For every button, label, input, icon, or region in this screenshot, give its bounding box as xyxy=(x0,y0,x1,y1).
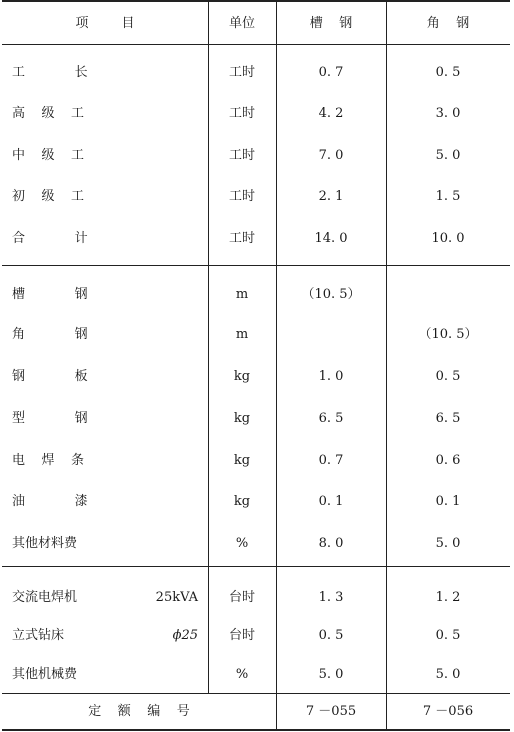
labor-channel-value: 4. 2 xyxy=(318,106,344,121)
header-item: 项 目 xyxy=(75,16,135,31)
quota-number-channel: 7 －055 xyxy=(305,704,357,719)
material-channel-value: （10. 5） xyxy=(301,287,361,302)
material-unit: kg xyxy=(233,369,251,384)
labor-name: 高 级 工 xyxy=(12,106,85,121)
labor-total-angle-value: 10. 0 xyxy=(431,231,465,246)
material-unit: m xyxy=(235,287,249,302)
quota-number-angle: 7 －056 xyxy=(422,704,474,719)
machine-spec: ϕ25 xyxy=(172,628,198,643)
labor-unit: 工时 xyxy=(228,231,256,246)
material-angle-value: 0. 1 xyxy=(435,494,461,509)
header-channel-steel: 槽 钢 xyxy=(309,16,353,31)
machine-angle-value: 0. 5 xyxy=(435,628,461,643)
labor-name: 初 级 工 xyxy=(12,189,85,204)
labor-unit: 工时 xyxy=(228,189,256,204)
labor-angle-value: 1. 5 xyxy=(435,189,461,204)
labor-angle-value: 0. 5 xyxy=(435,65,461,80)
machine-divider xyxy=(2,693,510,694)
material-angle-value: 0. 5 xyxy=(435,369,461,384)
material-name: 油 漆 xyxy=(12,494,88,509)
material-name: 钢 板 xyxy=(12,369,88,384)
material-angle-value: 5. 0 xyxy=(435,536,461,551)
machine-name: 其他机械费 xyxy=(12,667,78,682)
material-name: 槽 钢 xyxy=(12,287,88,302)
quota-number-label: 定 额 编 号 xyxy=(88,704,190,719)
machine-angle-value: 1. 2 xyxy=(435,590,461,605)
material-unit: kg xyxy=(233,453,251,468)
labor-angle-value: 5. 0 xyxy=(435,148,461,163)
material-channel-value: 0. 1 xyxy=(318,494,344,509)
material-channel-value: 1. 0 xyxy=(318,369,344,384)
labor-total-channel-value: 14. 0 xyxy=(314,231,348,246)
labor-divider xyxy=(2,265,510,266)
header-angle-steel: 角 钢 xyxy=(426,16,470,31)
machine-channel-value: 5. 0 xyxy=(318,667,344,682)
labor-channel-value: 0. 7 xyxy=(318,65,344,80)
material-unit: % xyxy=(235,536,249,551)
material-angle-value: 6. 5 xyxy=(435,411,461,426)
labor-channel-value: 2. 1 xyxy=(318,189,344,204)
labor-unit: 工时 xyxy=(228,148,256,163)
material-divider xyxy=(2,566,510,567)
machine-channel-value: 0. 5 xyxy=(318,628,344,643)
labor-total-name: 合 计 xyxy=(12,231,88,246)
machine-unit: 台时 xyxy=(228,590,256,605)
labor-name: 工 长 xyxy=(12,65,88,80)
labor-angle-value: 3. 0 xyxy=(435,106,461,121)
labor-channel-value: 7. 0 xyxy=(318,148,344,163)
material-channel-value: 0. 7 xyxy=(318,453,344,468)
material-name: 其他材料费 xyxy=(12,536,78,551)
material-name: 型 钢 xyxy=(12,411,88,426)
header-divider xyxy=(2,44,510,45)
material-channel-value: 8. 0 xyxy=(318,536,344,551)
material-unit: kg xyxy=(233,494,251,509)
material-unit: m xyxy=(235,327,249,342)
labor-name: 中 级 工 xyxy=(12,148,85,163)
material-unit: kg xyxy=(233,411,251,426)
labor-unit: 工时 xyxy=(228,65,256,80)
machine-channel-value: 1. 3 xyxy=(318,590,344,605)
header-unit: 单位 xyxy=(228,16,256,31)
machine-name: 交流电焊机 xyxy=(12,590,78,605)
table-top-border xyxy=(2,0,510,2)
unit-column-border xyxy=(208,0,209,694)
angle-column-border xyxy=(386,0,387,731)
table-bottom-border xyxy=(2,729,510,731)
channel-column-border xyxy=(276,0,277,731)
material-angle-value: 0. 6 xyxy=(435,453,461,468)
material-name: 角 钢 xyxy=(12,327,88,342)
machine-unit: % xyxy=(235,667,249,682)
machine-spec: 25kVA xyxy=(155,590,198,605)
material-angle-value: （10. 5） xyxy=(418,327,478,342)
material-name: 电 焊 条 xyxy=(12,453,85,468)
machine-name: 立式钻床 xyxy=(12,628,65,643)
material-channel-value: 6. 5 xyxy=(318,411,344,426)
labor-unit: 工时 xyxy=(228,106,256,121)
machine-unit: 台时 xyxy=(228,628,256,643)
machine-angle-value: 5. 0 xyxy=(435,667,461,682)
